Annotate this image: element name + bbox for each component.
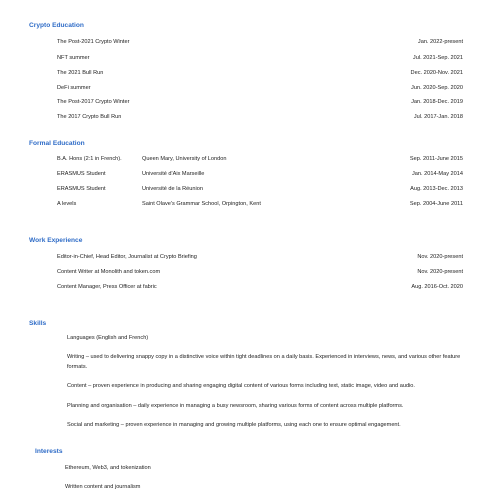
skill-item: Social and marketing – proven experience in managing and growing multiple platforms, using each one to ensure optimal engagement. bbox=[67, 422, 401, 428]
formal-education-row bbox=[57, 170, 463, 178]
skills-heading: Skills bbox=[29, 320, 47, 327]
skill-item: Writing – used to delivering snappy copy in a distinctive voice within tight deadlines on a daily basis. Experienced in interviews, news, and various other feature formats. bbox=[67, 354, 461, 370]
formal-education-institution: Queen Mary, University of London bbox=[142, 156, 227, 162]
work-experience-date: Nov. 2020-present bbox=[417, 269, 463, 275]
formal-education-date: Sep. 2004-June 2011 bbox=[409, 201, 463, 207]
formal-education-row bbox=[57, 200, 463, 208]
work-experience-title: Content Writer at Monolith and token.com bbox=[57, 269, 161, 275]
skill-item: Planning and organisation – daily experience in managing a busy newsroom, sharing various forms of content across multiple platforms. bbox=[67, 403, 404, 409]
crypto-education-date: Jun. 2020-Sep. 2020 bbox=[411, 85, 463, 91]
work-experience-row bbox=[57, 268, 463, 276]
crypto-education-title: The Post-2017 Crypto Winter bbox=[57, 99, 130, 105]
formal-education-institution: Saint Olave's Grammar School, Orpington, Kent bbox=[142, 201, 261, 207]
crypto-education-date: Jul. 2017-Jan. 2018 bbox=[413, 114, 463, 120]
formal-education-title: B.A. Hons (2:1 in French). bbox=[57, 156, 122, 162]
formal-education-institution: Université d'Aix Marseille bbox=[142, 171, 205, 177]
interest-item: Ethereum, Web3, and tokenization bbox=[65, 465, 151, 471]
formal-education-title: A levels bbox=[57, 201, 77, 207]
skill-item: Languages (English and French) bbox=[67, 335, 149, 341]
formal-education-date: Sep. 2011-June 2015 bbox=[409, 156, 463, 162]
work-experience-date: Nov. 2020-present bbox=[417, 254, 463, 260]
crypto-education-date: Dec. 2020-Nov. 2021 bbox=[410, 70, 463, 76]
crypto-education-heading: Crypto Education bbox=[29, 22, 84, 29]
formal-education-title: ERASMUS Student bbox=[57, 171, 106, 177]
interest-item: Written content and journalism bbox=[65, 484, 141, 490]
crypto-education-date: Jan. 2018-Dec. 2019 bbox=[411, 99, 463, 105]
crypto-education-title: NFT summer bbox=[57, 55, 90, 61]
formal-education-title: ERASMUS Student bbox=[57, 186, 106, 192]
formal-education-row bbox=[57, 185, 463, 193]
crypto-education-title: DeFi summer bbox=[57, 85, 91, 91]
work-experience-row bbox=[57, 253, 463, 261]
work-experience-title: Editor-in-Chief, Head Editor, Journalist at Crypto Briefing bbox=[57, 254, 197, 260]
crypto-education-title: The 2017 Crypto Bull Run bbox=[57, 114, 122, 120]
work-experience-date: Aug. 2016-Oct. 2020 bbox=[411, 284, 463, 290]
crypto-education-row bbox=[57, 84, 463, 92]
formal-education-heading: Formal Education bbox=[29, 140, 85, 147]
work-experience-heading: Work Experience bbox=[29, 237, 83, 244]
crypto-education-row bbox=[57, 54, 463, 62]
crypto-education-title: The 2021 Bull Run bbox=[57, 70, 104, 76]
crypto-education-row bbox=[57, 38, 463, 46]
crypto-education-date: Jul. 2021-Sep. 2021 bbox=[412, 55, 463, 61]
interests-heading: Interests bbox=[35, 448, 63, 455]
crypto-education-row bbox=[57, 69, 463, 77]
crypto-education-title: The Post-2021 Crypto Winter bbox=[57, 39, 130, 45]
crypto-education-row bbox=[57, 113, 463, 121]
formal-education-date: Aug. 2013-Dec. 2013 bbox=[410, 186, 463, 192]
formal-education-institution: Université de la Réunion bbox=[142, 186, 203, 192]
crypto-education-date: Jan. 2022-present bbox=[417, 39, 463, 45]
formal-education-row bbox=[57, 155, 463, 163]
crypto-education-row bbox=[57, 98, 463, 106]
skill-item: Content – proven experience in producing and sharing engaging digital content of various forms including text, static image, video and audio. bbox=[67, 383, 415, 389]
formal-education-date: Jan. 2014-May 2014 bbox=[412, 171, 463, 177]
work-experience-title: Content Manager, Press Officer at fabric bbox=[57, 284, 157, 290]
work-experience-row bbox=[57, 283, 463, 291]
